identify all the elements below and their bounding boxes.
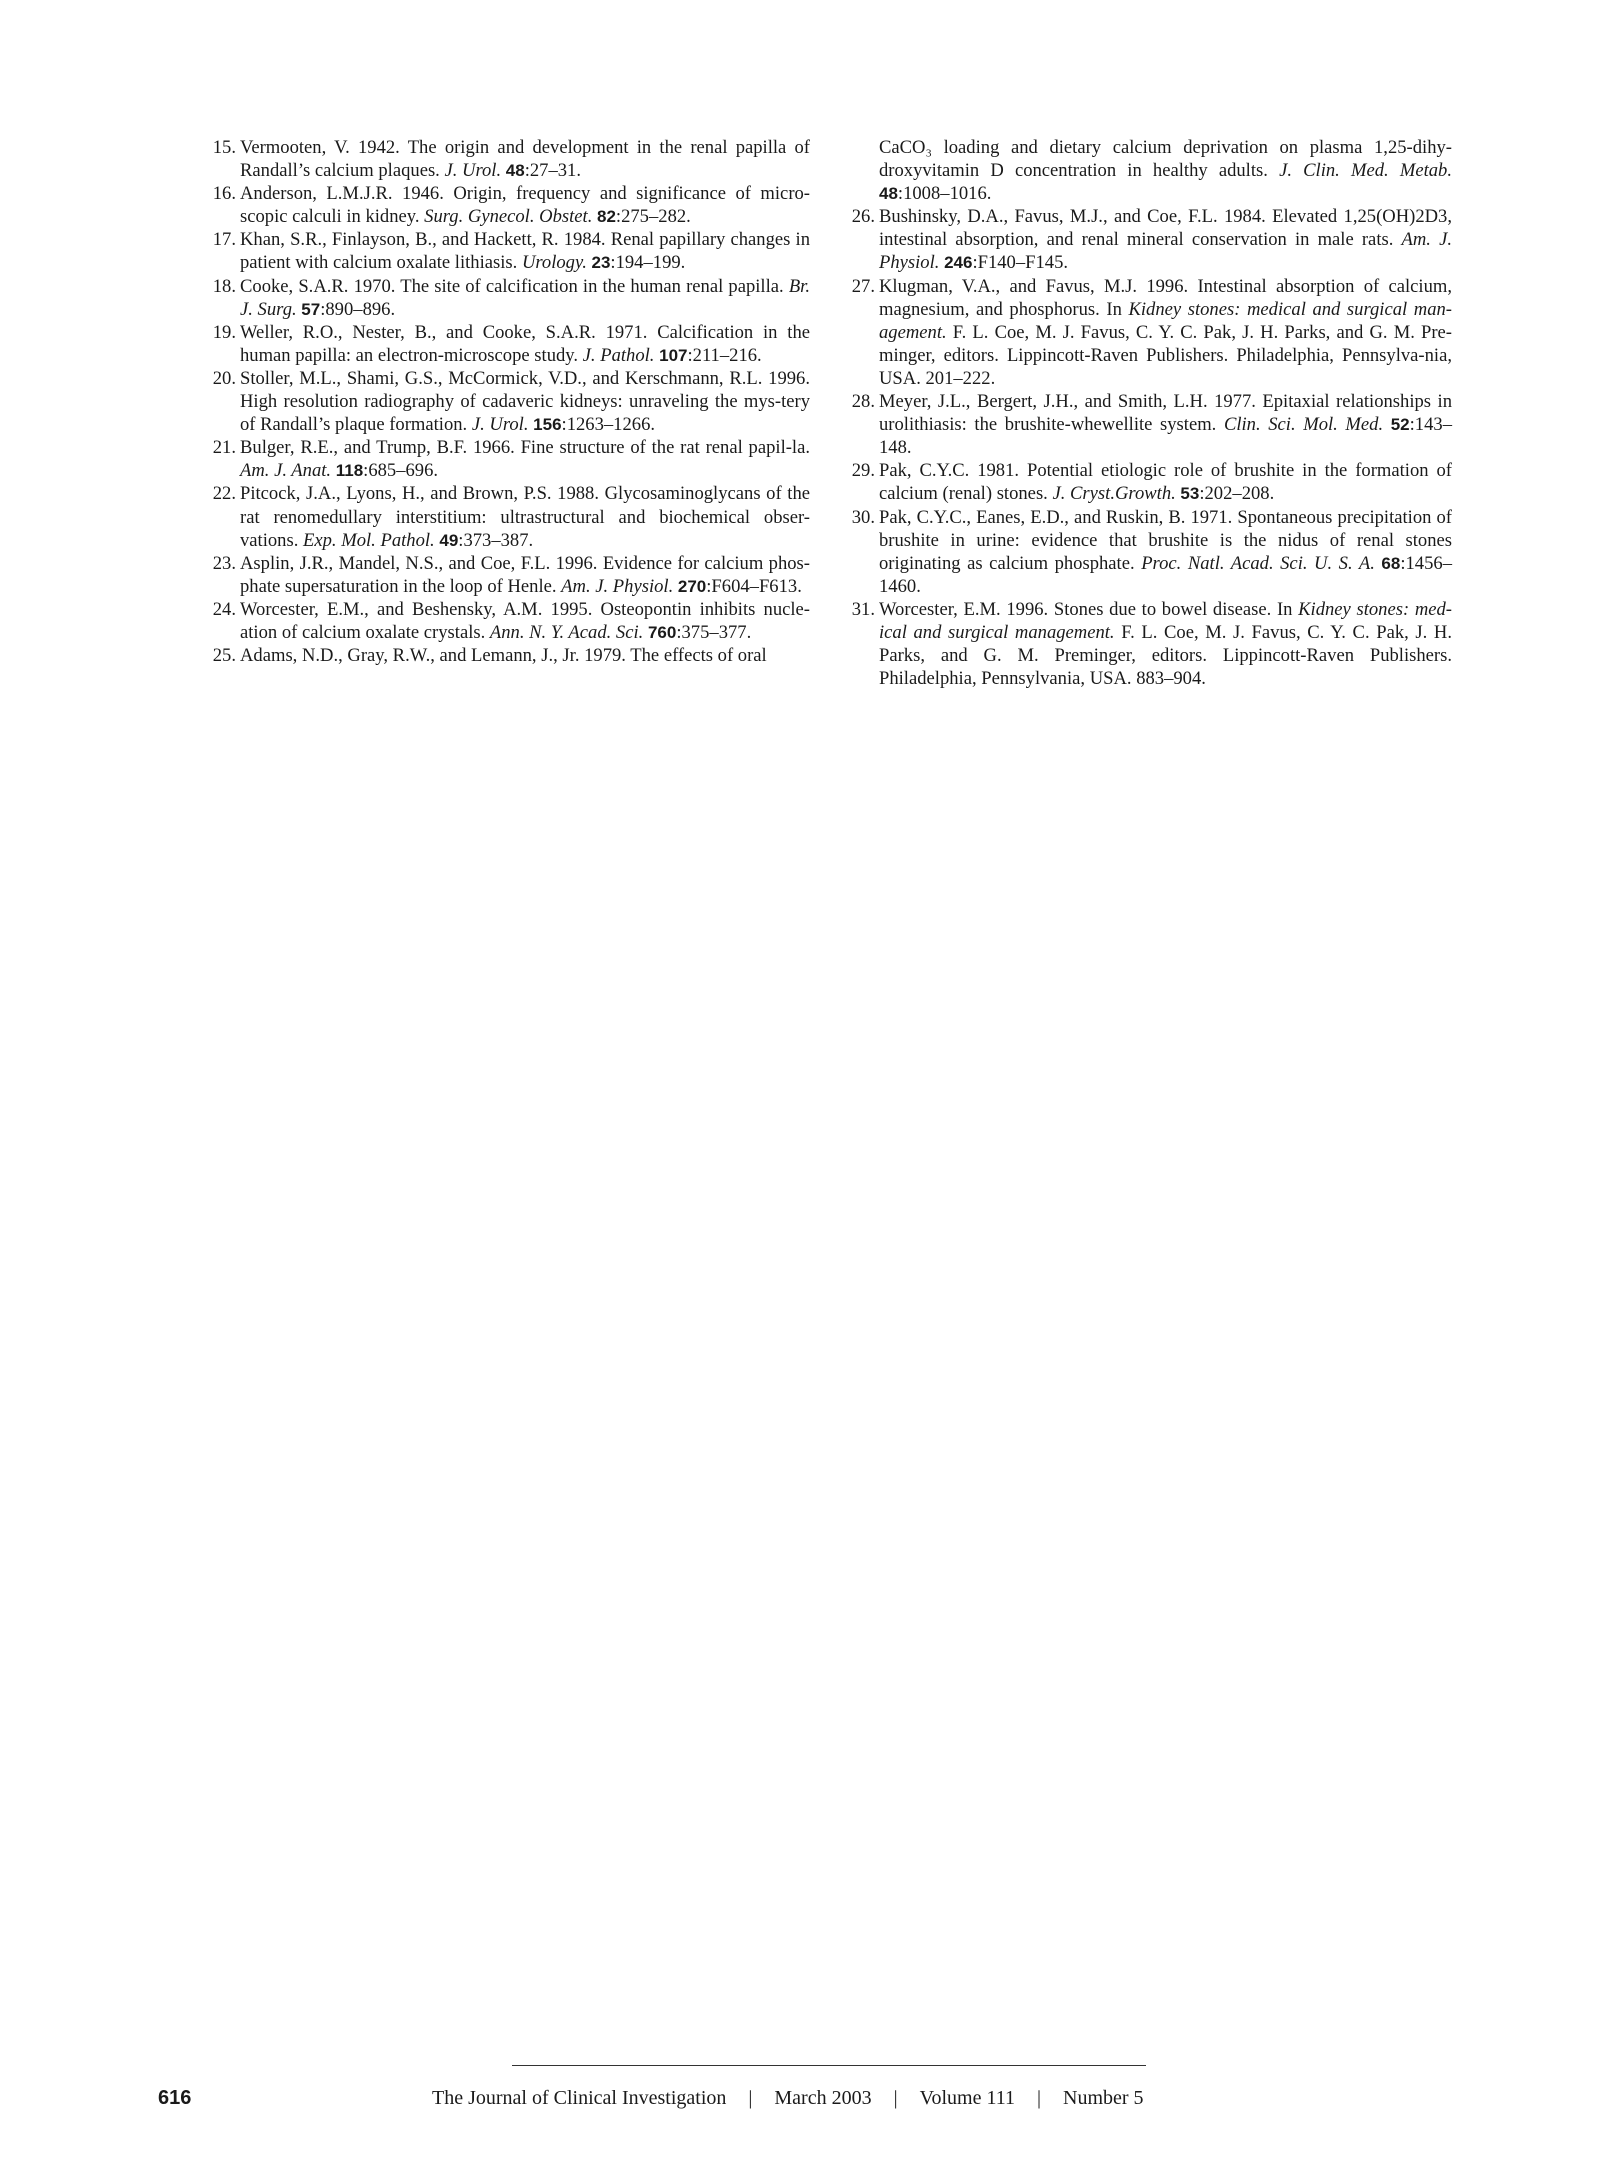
- reference-entry: [845, 205, 1452, 274]
- journal-name: Am. J. Physiol.: [561, 575, 674, 597]
- volume-bold: 760: [647, 622, 677, 642]
- journal-name: Proc. Natl. Acad. Sci. U. S. A.: [1141, 552, 1375, 574]
- reference-entry: [206, 228, 810, 274]
- volume-bold: 270: [677, 576, 707, 596]
- reference-number: 21 .: [201, 436, 236, 459]
- journal-name: Exp. Mol. Pathol.: [303, 529, 435, 551]
- reference-entry: [206, 136, 810, 182]
- reference-number: 15 .: [201, 136, 236, 159]
- volume-bold: 48: [879, 184, 898, 204]
- journal-name: J. Cryst.Growth.: [1052, 483, 1176, 505]
- issue-date: March 2003: [774, 2087, 872, 2109]
- reference-entry: [206, 436, 810, 482]
- volume-bold: 156: [533, 415, 562, 435]
- volume-bold: 82: [597, 207, 616, 227]
- reference-text: :F140–F145.: [972, 252, 1069, 274]
- reference-entry: [206, 182, 810, 228]
- volume-bold: 107: [659, 345, 688, 365]
- reference-number: 18 .: [201, 275, 236, 298]
- reference-text: Asplin, J.R., Mandel, N.S., and Coe, F.L. 1996. Evidence for calcium phos-phate supersaturation in the loop of Henle.: [240, 552, 810, 597]
- reference-text: :890–896.: [320, 298, 396, 320]
- journal-name: Kidney stones: medical and surgical man-agement.: [879, 298, 1452, 343]
- references-left-column: [206, 136, 810, 667]
- reference-text: Adams, N.D., Gray, R.W., and Lemann, J., Jr. 1979. The effects of oral: [240, 645, 767, 667]
- journal-name: Ann. N. Y. Acad. Sci.: [489, 621, 644, 643]
- volume-bold: 48: [505, 161, 525, 181]
- volume-bold: 49: [439, 530, 459, 550]
- reference-text: :194–199.: [610, 252, 686, 274]
- reference-entry: [206, 321, 810, 367]
- issue-number: Number 5: [1063, 2087, 1144, 2109]
- reference-text: F. L. Coe, M. J. Favus, C. Y. C. Pak, J. H. Parks, and G. M. Preminger, editors. Lippincott-Raven Publishers. Philadelphia, Pennsylvania, USA. 883–904.: [879, 621, 1452, 690]
- reference-entry: [206, 552, 810, 598]
- reference-entry: [845, 598, 1452, 690]
- volume-bold: 118: [335, 461, 364, 481]
- reference-number: 31 .: [840, 598, 875, 621]
- reference-text: Pak, C.Y.C., Eanes, E.D., and Ruskin, B. 1971. Spontaneous precipitation of brushite in urine: evidence that brushite is the nidus of renal stones originating as calcium phosphate.: [879, 506, 1452, 574]
- reference-entry: [845, 459, 1452, 505]
- volume-number: Volume 111: [919, 2087, 1015, 2109]
- journal-citation-line: [432, 2085, 1144, 2111]
- volume-bold: 52: [1390, 415, 1410, 435]
- journal-name: Kidney stones: med-ical and surgical management.: [879, 598, 1452, 643]
- reference-text: :1456–1460.: [879, 552, 1452, 597]
- reference-number: 24 .: [201, 598, 236, 621]
- reference-entry: [206, 275, 810, 321]
- journal-name: J. Clin. Med. Metab.: [1279, 160, 1452, 182]
- volume-bold: 68: [1381, 553, 1401, 573]
- journal-name: Clin. Sci. Mol. Med.: [1223, 414, 1384, 436]
- reference-text: :275–282.: [615, 206, 691, 228]
- reference-number: 20 .: [201, 367, 236, 390]
- reference-text: Pitcock, J.A., Lyons, H., and Brown, P.S. 1988. Glycosaminoglycans of the rat renomedullary interstitium: ultrastructural and biochemical obser-vations.: [240, 483, 810, 551]
- reference-number: 19 .: [201, 321, 236, 344]
- reference-text: :211–216.: [687, 344, 762, 366]
- reference-text: Worcester, E.M. 1996. Stones due to bowel disease. In: [879, 598, 1299, 620]
- reference-entry: [845, 390, 1452, 459]
- reference-text: Khan, S.R., Finlayson, B., and Hackett, R. 1984. Renal papillary changes in patient with calcium oxalate lithiasis.: [240, 229, 810, 274]
- reference-text: Klugman, V.A., and Favus, M.J. 1996. Intestinal absorption of calcium, magnesium, and phosphorus. In: [879, 275, 1452, 320]
- reference-text: Worcester, E.M., and Beshensky, A.M. 1995. Osteopontin inhibits nucle-ation of calcium oxalate crystals.: [240, 598, 810, 643]
- reference-number: 26 .: [840, 205, 875, 228]
- reference-text: F. L. Coe, M. J. Favus, C. Y. C. Pak, J. H. Parks, and G. M. Pre-minger, editors. Lippincott-Raven Publishers. Philadelphia, Pennsylva-nia, USA. 201–222.: [879, 321, 1452, 389]
- footer-divider: [512, 2065, 1146, 2066]
- reference-number: 30 .: [840, 506, 875, 529]
- reference-text: Weller, R.O., Nester, B., and Cooke, S.A.R. 1971. Calcification in the human papilla: an electron-microscope study.: [240, 321, 810, 366]
- journal-name: Urology.: [521, 252, 587, 274]
- reference-text: :1008–1016.: [897, 183, 992, 205]
- reference-number: 25 .: [201, 644, 236, 667]
- reference-number: 29 .: [840, 459, 875, 482]
- reference-text: :143–148.: [879, 414, 1452, 459]
- reference-text: Meyer, J.L., Bergert, J.H., and Smith, L.H. 1977. Epitaxial relationships in urolithiasis: the brushite-whewellite system.: [879, 391, 1452, 436]
- reference-text: :373–387.: [458, 529, 534, 551]
- reference-text: [1383, 414, 1391, 435]
- volume-bold: 23: [591, 253, 611, 273]
- volume-bold: 57: [301, 299, 321, 319]
- journal-name: J. Urol.: [471, 414, 529, 436]
- reference-entry: [845, 506, 1452, 598]
- journal-name: J. Pathol.: [582, 344, 655, 366]
- reference-text: Anderson, L.M.J.R. 1946. Origin, frequency and significance of micro-scopic calculi in kidney.: [240, 183, 810, 228]
- reference-number: 23 .: [201, 552, 236, 575]
- journal-name: J. Urol.: [444, 160, 502, 182]
- reference-entry: [845, 275, 1452, 390]
- footer-separator: |: [748, 2087, 753, 2109]
- reference-text: :1263–1266.: [561, 414, 656, 436]
- reference-number: 27 .: [840, 275, 875, 298]
- page-number: 616: [158, 2087, 192, 2109]
- reference-text: Bulger, R.E., and Trump, B.F. 1966. Fine structure of the rat renal papil-la.: [240, 437, 810, 459]
- reference-text: Vermooten, V. 1942. The origin and development in the renal papilla of Randall’s calcium plaques.: [240, 137, 810, 182]
- reference-text: Stoller, M.L., Shami, G.S., McCormick, V.D., and Kerschmann, R.L. 1996. High resolution radiography of cadaveric kidneys: unraveling the mys-tery of Randall’s plaque formation.: [240, 367, 810, 436]
- reference-text: :F604–F613.: [706, 575, 802, 597]
- volume-bold: 53: [1180, 484, 1200, 504]
- reference-entry: [206, 367, 810, 436]
- footer-separator: |: [893, 2087, 898, 2109]
- reference-number: 17 .: [201, 228, 236, 251]
- reference-text: :685–696.: [363, 460, 439, 482]
- reference-entry: [206, 598, 810, 644]
- reference-text: :27–31.: [524, 160, 582, 182]
- reference-number: 22 .: [201, 482, 236, 505]
- references-right-column: [845, 136, 1452, 690]
- journal-name: Surg. Gynecol. Obstet.: [424, 206, 593, 228]
- journal-title: The Journal of Clinical Investigation: [432, 2087, 727, 2109]
- journal-name: Am. J. Anat.: [240, 460, 332, 482]
- reference-number: 16 .: [201, 182, 236, 205]
- footer-separator: |: [1036, 2087, 1041, 2109]
- reference-entry: [845, 136, 1452, 205]
- journal-name: Am. J. Physiol.: [879, 229, 1452, 274]
- reference-number: 28 .: [840, 390, 875, 413]
- reference-text: :375–377.: [676, 621, 752, 643]
- reference-text: Pak, C.Y.C. 1981. Potential etiologic role of brushite in the formation of calcium (renal) stones.: [879, 460, 1452, 505]
- reference-text: :202–208.: [1199, 483, 1275, 505]
- reference-text: CaCO₃ loading and dietary calcium deprivation on plasma 1,25-dihy-droxyvitamin D concentration in healthy adults.: [879, 137, 1452, 182]
- journal-name: Br. J. Surg.: [240, 275, 810, 320]
- volume-bold: 246: [944, 253, 973, 273]
- reference-text: Bushinsky, D.A., Favus, M.J., and Coe, F.L. 1984. Elevated 1,25(OH)2D3, intestinal absorption, and renal mineral conservation in male rats.: [879, 206, 1452, 251]
- reference-text: Cooke, S.A.R. 1970. The site of calcification in the human renal papilla.: [240, 275, 789, 297]
- reference-entry: [206, 644, 810, 667]
- reference-entry: [206, 482, 810, 551]
